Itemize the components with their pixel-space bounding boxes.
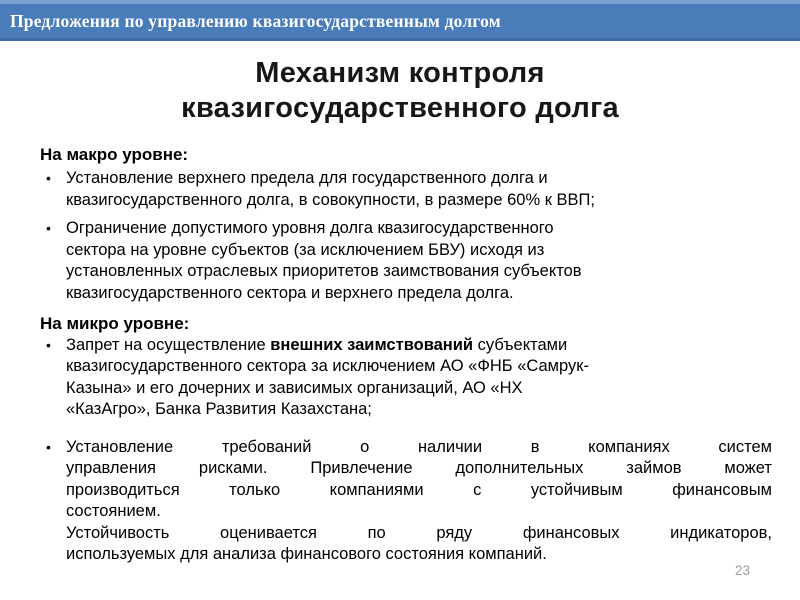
list-item xyxy=(40,335,772,421)
bullet-text-line: управления рисками. Привлечение дополнительных займов может xyxy=(66,459,772,478)
bullet-text-line xyxy=(66,335,772,357)
bullet-text-line: Установление требований о наличии в компаниях систем xyxy=(66,437,772,456)
header-title: Предложения по управлению квазигосударственным долгом xyxy=(10,10,501,31)
page-title-line1: Механизм контроля xyxy=(255,57,545,89)
bullet-icon: • xyxy=(46,170,51,187)
page-title xyxy=(0,56,800,126)
bullet-text xyxy=(66,218,772,304)
bullet-icon: • xyxy=(46,336,51,353)
list-item xyxy=(40,168,772,211)
slide-body xyxy=(40,144,772,566)
note-text-line: используемых для анализа финансового состояния компаний. xyxy=(66,545,547,564)
slide-header-bar xyxy=(0,0,800,41)
list-item xyxy=(40,218,772,304)
page-number: 23 xyxy=(734,563,750,578)
section-heading-micro: На микро уровне: xyxy=(40,314,190,334)
bullet-text-line: установленных отраслевых приоритетов заимствования субъектов xyxy=(66,262,582,281)
bullet-text-line: Установление верхнего предела для государственного долга и xyxy=(66,169,548,188)
bullet-text-segment: Запрет на осуществление xyxy=(66,335,271,354)
bullet-text-line: квазигосударственного долга, в совокупности, в размере 60% к ВВП; xyxy=(66,190,595,209)
list-item xyxy=(40,437,772,523)
bullet-text xyxy=(66,437,772,523)
bullet-text-line: «КазАгро», Банка Развития Казахстана; xyxy=(66,400,372,419)
bullet-icon: • xyxy=(46,220,51,237)
section-heading-macro: На макро уровне: xyxy=(40,144,189,164)
bullet-text-line: Ограничение допустимого уровня долга квазигосударственного xyxy=(66,219,554,238)
bullet-text-bold-segment: внешних заимствований xyxy=(270,335,474,354)
bullet-text-line: состоянием. xyxy=(66,502,161,521)
note-text-line: Устойчивость оценивается по ряду финансовых индикаторов, xyxy=(66,523,772,542)
note-paragraph xyxy=(40,523,772,566)
bullet-text-line: сектора на уровне субъектов (за исключением БВУ) исходя из xyxy=(66,240,545,259)
bullet-text-line: квазигосударственного сектора за исключением АО «ФНБ «Самрук- xyxy=(66,357,589,376)
bullet-icon: • xyxy=(46,438,51,455)
bullet-text-line: квазигосударственного сектора и верхнего предела долга. xyxy=(66,283,514,302)
bullet-text xyxy=(66,335,772,421)
page-title-line2: квазигосударственного долга xyxy=(181,91,619,124)
bullet-text-line: производиться только компаниями с устойчивым финансовым xyxy=(66,480,772,499)
bullet-text xyxy=(66,168,772,211)
bullet-text-segment: субъектами xyxy=(473,335,568,354)
note-text xyxy=(66,523,772,566)
bullet-text-line: Казына» и его дочерних и зависимых организаций, АО «НХ xyxy=(66,378,523,397)
